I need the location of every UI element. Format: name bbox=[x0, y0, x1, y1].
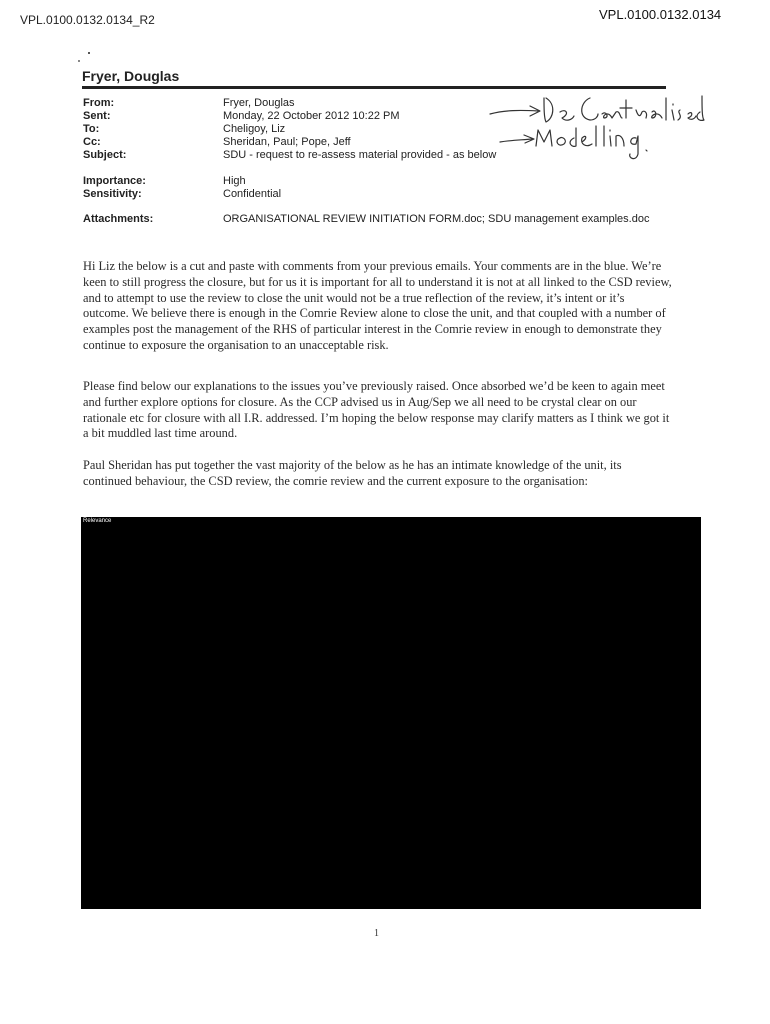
page-number: 1 bbox=[374, 928, 379, 939]
body-paragraph: Please find below our explanations to the issues you’ve previously raised. Once absorbed we’d be keen to again meet and further explore options for closure. As the CCP advised us in Aug/Sep we all need to be crystal clear on our rationale etc for closure with all I.R. addressed. I’m hoping the below response may clarify matters as I think we got it a bit muddled last time around. bbox=[83, 379, 670, 441]
sensitivity-value: Confidential bbox=[223, 188, 282, 200]
to-label: To: bbox=[83, 123, 100, 135]
attachments-value: ORGANISATIONAL REVIEW INITIATION FORM.doc; SDU management examples.doc bbox=[223, 213, 650, 225]
sent-label: Sent: bbox=[83, 110, 111, 122]
document-id: VPL.0100.0132.0134 bbox=[599, 7, 722, 22]
subject-label: Subject: bbox=[83, 149, 127, 161]
cc-label: Cc: bbox=[83, 136, 101, 148]
importance-value: High bbox=[223, 175, 246, 187]
handwritten-arrow bbox=[490, 110, 538, 114]
handwritten-annotation bbox=[480, 88, 710, 178]
cc-value: Sheridan, Paul; Pope, Jeff bbox=[223, 136, 351, 148]
document-id-redacted: VPL.0100.0132.0134_R2 bbox=[20, 13, 155, 27]
importance-label: Importance: bbox=[83, 175, 146, 187]
sender-heading: Fryer, Douglas bbox=[82, 68, 180, 84]
from-label: From: bbox=[83, 97, 115, 109]
redaction-label: Relevance bbox=[83, 518, 112, 524]
body-paragraph: Hi Liz the below is a cut and paste with comments from your previous emails. Your comments are in the blue. We’re keen to still progress the closure, but for us it is important for all to understand it is not at all linked to the CSD review, and to attempt to use the review to close the unit would not be a true reflection of the review, it’s intent or it’s outcome. We believe there is enough in the Comrie Review alone to close the unit, and that coupled with a number of examples post the management of the RHS of particular interest in the Comrie review in enough to demonstrate they continue to exposure the organisation to an unacceptable risk. bbox=[83, 259, 672, 352]
scan-speck bbox=[78, 60, 80, 62]
body-paragraph: Paul Sheridan has put together the vast majority of the below as he has an intimate knowledge of the unit, its continued behaviour, the CSD review, the comrie review and the current exposure to the organisation: bbox=[83, 458, 622, 488]
from-value: Fryer, Douglas bbox=[223, 97, 295, 109]
attachments-label: Attachments: bbox=[83, 213, 154, 225]
to-value: Cheligoy, Liz bbox=[223, 123, 286, 135]
sensitivity-label: Sensitivity: bbox=[83, 188, 142, 200]
subject-value: SDU - request to re-assess material provided - as below bbox=[223, 149, 497, 161]
sent-value: Monday, 22 October 2012 10:22 PM bbox=[223, 110, 400, 122]
scan-speck bbox=[88, 52, 90, 54]
redaction-block bbox=[81, 517, 701, 909]
